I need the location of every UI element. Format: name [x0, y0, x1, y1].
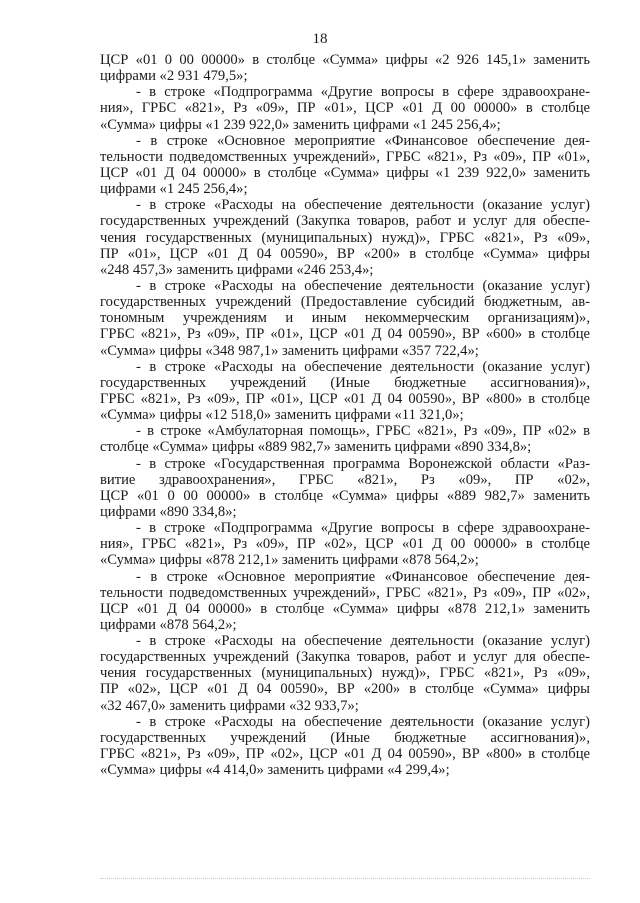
text-line: ГРБС «821», Рз «09», ПР «01», ЦСР «01 Д 04 00590», ВР «600» в столбце	[100, 326, 590, 343]
text-line: - в строке «Расходы на обеспечение деятельности (оказание услуг)	[136, 197, 590, 214]
text-line: «248 457,3» заменить цифрами «246 253,4»;	[100, 261, 374, 278]
text-line: тельности подведомственных учреждений», ГРБС «821», Рз «09», ПР «02»,	[100, 584, 590, 601]
text-line: ЦСР «01 Д 04 00000» в столбце «Сумма» цифры «1 239 922,0» заменить	[100, 164, 590, 181]
text-line: - в строке «Основное мероприятие «Финансовое обеспечение дея-	[136, 568, 590, 585]
text-line: - в строке «Расходы на обеспечение деятельности (оказание услуг)	[136, 277, 590, 294]
text-line: государственных учреждений (Иные бюджетные ассигнования)»,	[100, 729, 590, 746]
text-line: цифрами «1 245 256,4»;	[100, 181, 248, 198]
text-line: государственных учреждений (Иные бюджетные ассигнования)»,	[100, 374, 590, 391]
text-line: «Сумма» цифры «4 414,0» заменить цифрами «4 299,4»;	[100, 762, 450, 779]
text-line: тономным учреждениям и иным некоммерческим организациям)»,	[100, 310, 590, 327]
text-line: ПР «01», ЦСР «01 Д 04 00590», ВР «200» в столбце «Сумма» цифры	[100, 245, 590, 262]
text-line: ния», ГРБС «821», Рз «09», ПР «02», ЦСР «01 Д 00 00000» в столбце	[100, 536, 590, 553]
text-line: - в строке «Расходы на обеспечение деятельности (оказание услуг)	[136, 358, 590, 375]
text-line: ГРБС «821», Рз «09», ПР «01», ЦСР «01 Д 04 00590», ВР «800» в столбце	[100, 390, 590, 407]
text-line: чения государственных (муниципальных) нужд)», ГРБС «821», Рз «09»,	[100, 665, 590, 682]
text-line: - в строке «Подпрограмма «Другие вопросы в сфере здравоохране-	[136, 520, 590, 537]
text-line: ЦСР «01 0 00 00000» в столбце «Сумма» цифры «2 926 145,1» заменить	[100, 52, 590, 68]
text-line: - в строке «Амбулаторная помощь», ГРБС «821», Рз «09», ПР «02» в	[136, 423, 590, 440]
text-line: «Сумма» цифры «878 212,1» заменить цифрами «878 564,2»;	[100, 552, 479, 569]
text-line: государственных учреждений (Предоставление субсидий бюджетным, ав-	[100, 294, 590, 311]
text-line: столбце «Сумма» цифры «889 982,7» заменить цифрами «890 334,8»;	[100, 439, 532, 456]
text-line: «Сумма» цифры «348 987,1» заменить цифрами «357 722,4»;	[100, 342, 479, 359]
text-line: «Сумма» цифры «1 239 922,0» заменить цифрами «1 245 256,4»;	[100, 116, 501, 133]
text-line: чения государственных (муниципальных) нужд)», ГРБС «821», Рз «09»,	[100, 229, 590, 246]
text-line: государственных учреждений (Закупка товаров, работ и услуг для обеспе-	[100, 213, 590, 230]
text-line: государственных учреждений (Закупка товаров, работ и услуг для обеспе-	[100, 649, 590, 666]
text-line: тельности подведомственных учреждений», ГРБС «821», Рз «09», ПР «01»,	[100, 148, 590, 165]
text-line: цифрами «878 564,2»;	[100, 616, 237, 633]
document-body	[100, 52, 590, 778]
text-line: ГРБС «821», Рз «09», ПР «02», ЦСР «01 Д 04 00590», ВР «800» в столбце	[100, 746, 590, 763]
text-line: - в строке «Расходы на обеспечение деятельности (оказание услуг)	[136, 633, 590, 650]
bottom-divider	[100, 878, 590, 880]
text-line: «Сумма» цифры «12 518,0» заменить цифрами «11 321,0»;	[100, 407, 464, 424]
text-line: ния», ГРБС «821», Рз «09», ПР «01», ЦСР «01 Д 00 00000» в столбце	[100, 100, 590, 117]
text-line: - в строке «Подпрограмма «Другие вопросы в сфере здравоохране-	[136, 84, 590, 101]
text-line: ПР «02», ЦСР «01 Д 04 00590», ВР «200» в столбце «Сумма» цифры	[100, 681, 590, 698]
text-line: цифрами «2 931 479,5»;	[100, 68, 248, 85]
text-line: - в строке «Основное мероприятие «Финансовое обеспечение дея-	[136, 132, 590, 149]
page-number: 18	[312, 31, 328, 47]
text-line: витие здравоохранения», ГРБС «821», Рз «09», ПР «02»,	[100, 471, 590, 488]
text-line: - в строке «Расходы на обеспечение деятельности (оказание услуг)	[136, 713, 590, 730]
text-line: ЦСР «01 0 00 00000» в столбце «Сумма» цифры «889 982,7» заменить	[100, 487, 590, 504]
text-line: цифрами «890 334,8»;	[100, 503, 237, 520]
text-line: - в строке «Государственная программа Воронежской области «Раз-	[136, 455, 590, 472]
text-line: ЦСР «01 Д 04 00000» в столбце «Сумма» цифры «878 212,1» заменить	[100, 600, 590, 617]
text-line: «32 467,0» заменить цифрами «32 933,7»;	[100, 697, 359, 714]
